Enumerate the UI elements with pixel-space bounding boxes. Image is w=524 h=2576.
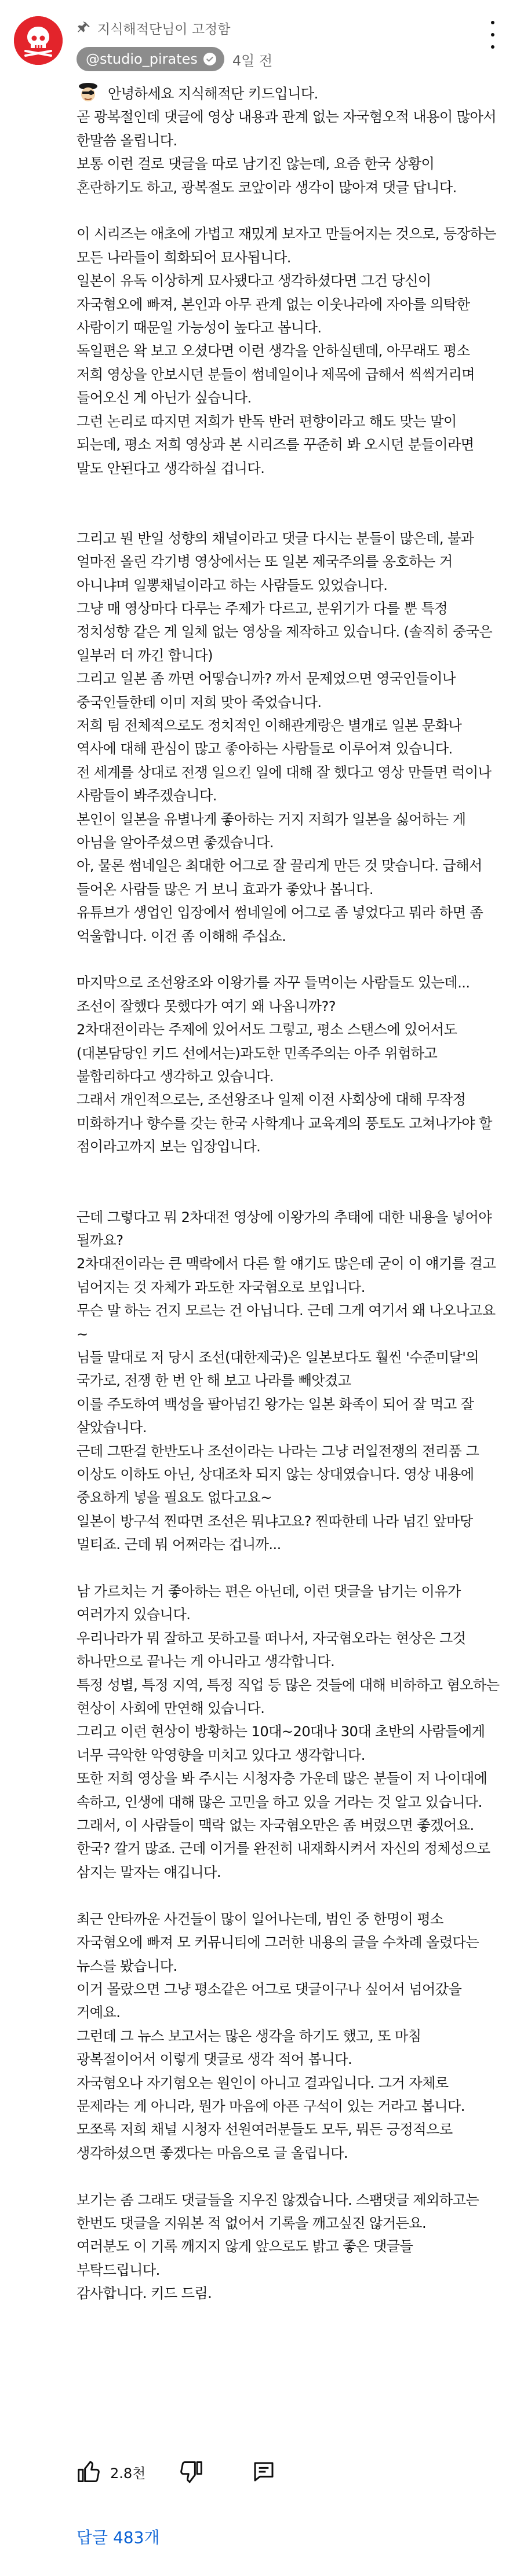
like-button[interactable] (77, 2459, 145, 2484)
comment-reply-icon (252, 2460, 275, 2483)
like-count: 2.8천 (110, 2465, 146, 2482)
comment-author-row (77, 46, 272, 72)
reply-button[interactable] (252, 2460, 275, 2483)
pinned-indicator (77, 17, 231, 38)
author-handle-chip[interactable] (77, 47, 224, 71)
comment-timestamp: 4일 전 (232, 52, 273, 69)
comment-greeting: 안녕하세요 지식해적단 키드입니다. (108, 86, 318, 102)
pirate-skull-avatar-icon (14, 16, 63, 65)
more-vert-icon[interactable] (485, 21, 501, 49)
dislike-button[interactable] (178, 2459, 203, 2484)
check-circle-icon (203, 53, 216, 65)
pinned-label: 지식해적단님이 고정함 (97, 21, 231, 37)
thumbs-up-icon (77, 2459, 102, 2484)
pin-icon (77, 20, 92, 35)
comment-text (77, 81, 500, 2306)
pirate-mascot-icon (77, 81, 100, 104)
author-handle: @studio_pirates (86, 51, 198, 67)
comment-body-text: 곧 광복절인데 댓글에 영상 내용과 관계 없는 자국혐오적 내용이 많아서 한말씀 올립니다. 보통 이런 걸로 댓글을 따로 남기진 않는데, 요즘 한국 상황이 혼란하기도 하고, 광복절도 코앞이라 생각이 많아져 댓글 답니다. 이 시리즈는 애초에 가볍고 재밌게 보자고 만들어지는 것으로, 등장하는 모든 나라들이 희화되어 묘사됩니다. 일본이 유독 이상하게 묘사됐다고 생각하셨다면 그건 당신이 자국혐오에 빠져, 본인과 아무 관계 없는 이웃나라에 자아를 의탁한 사람이기 때문일 가능성이 높다고 봅니다. 독일편은 왁 보고 오셨다면 이런 생각을 안하실텐데, 아무래도 평소 저희 영상을 안보시던 분들이 썸네일이나 제목에 급해서 씩씩거리며 들어오신 게 아닌가 싶습니다. 그런 논리로 따지면 저희가 반독 반러 편향이라고 해도 맞는 말이 되는데, 평소 저희 영상과 본 시리즈를 꾸준히 봐 오시던 분들이라면 말도 안된다고 생각하실 겁니다. 그리고 뭔 반일 성향의 채널이라고 댓글 다시는 분들이 많은데, 불과 얼마전 올린 각기병 영상에서는 또 일본 제국주의를 옹호하는 거 아니냐며 일뽕채널이라고 하는 사람들도 있었습니다. 그냥 매 영상마다 다루는 주제가 다르고, 분위기가 다를 뿐 특정 정치성향 같은 게 일체 없는 영상을 제작하고 있습니다. (솔직히 중국은 일부러 더 까긴 합니다) 그리고 일본 좀 까면 어떻습니까? 까서 문제었으면 영국인들이나 중국인들한테 이미 저희 맞아 죽었습니다. 저희 팀 전체적으로도 정치적인 이해관계랑은 별개로 일본 문화나 역사에 대해 관심이 많고 좋아하는 사람들로 이루어져 있습니다. 전 세계를 상대로 전쟁 일으킨 일에 대해 잘 했다고 영상 만들면 럭이나 사람들이 봐주겠습니다. 본인이 일본을 유별나게 좋아하는 거지 저희가 일본을 싫어하는 게 아님을 알아주셨으면 좋겠습니다. 아, 물론 썸네일은 최대한 어그로 잘 끌리게 만든 것 맞습니다. 급해서 들어온 사람들 많은 거 보니 효과가 좋았나 봅니다. 유튜브가 생업인 입장에서 썸네일에 어그로 좀 넣었다고 뭐라 하면 좀 억울합니다. 이건 좀 이해해 주십쇼. 마지막으로 조선왕조와 이왕가를 자꾸 들먹이는 사람들도 있는데... 조선이 잘했다 못했다가 여기 왜 나옵니까?? 2차대전이라는 주제에 있어서도 그렇고, 평소 스탠스에 있어서도 (대본담당인 키드 선에서는)과도한 민족주의는 아주 위험하고 불합리하다고 생각하고 있습니다. 그래서 개인적으로는, 조선왕조나 일제 이전 사회상에 대해 무작정 미화하거나 향수를 갖는 한국 사학계나 교육계의 풍토도 고쳐나가야 할 점이라고까지 보는 입장입니다. 근데 그렇다고 뭐 2차대전 영상에 이왕가의 추태에 대한 내용을 넣어야 될까요? 2차대전이라는 큰 맥락에서 다른 할 얘기도 많은데 굳이 이 얘기를 걸고 넘어지는 것 자체가 과도한 자국혐오로 보입니다. 무슨 말 하는 건지 모르는 건 아닙니다. 근데 그게 여기서 왜 나오나고요~ 님들 말대로 저 당시 조선(대한제국)은 일본보다도 훨씬 '수준미달'의 국가로, 전쟁 한 번 안 해 보고 나라를 빼앗겼고 이를 주도하여 백성을 팔아넘긴 왕가는 일본 화족이 되어 잘 먹고 잘 살았습니다. 근데 그딴걸 한반도나 조선이라는 나라는 그냥 러일전쟁의 전리품 그 이상도 이하도 아닌, 상대조차 되지 않는 상대였습니다. 영상 내용에 중요하게 넣을 필요도 없다고요~ 일본이 방구석 찐따면 조선은 뭐냐고요? 찐따한테 나라 넘긴 앞마당 멀티죠. 근데 뭐 어쩌라는 겁니까... 남 가르치는 거 좋아하는 편은 아닌데, 이런 댓글을 남기는 이유가 여러가지 있습니다. 우리나라가 뭐 잘하고 못하고를 떠나서, 자국혐오라는 현상은 그것 하나만으로 끝나는 게 아니라고 생각합니다. 특정 성별, 특정 지역, 특정 직업 등 많은 것들에 대해 비하하고 혐오하는 현상이 사회에 만연해 있습니다. 그리고 이런 현상이 방황하는 10대~20대나 30대 초반의 사람들에게 너무 극악한 악영향을 미치고 있다고 생각합니다. 또한 저희 영상을 봐 주시는 시청자층 가운데 많은 분들이 저 나이대에 속하고, 인생에 대해 많은 고민을 하고 있을 거라는 것 알고 있습니다. 그래서, 이 사람들이 맥락 없는 자국혐오만은 좀 버렸으면 좋겠어요. 한국? 깔거 많죠. 근데 이거를 완전히 내재화시켜서 자신의 정체성으로 삼지는 말자는 얘깁니다. 최근 안타까운 사건들이 많이 일어나는데, 범인 중 한명이 평소 자국혐오에 빠져 모 커뮤니티에 그러한 내용의 글을 수차례 올렸다는 뉴스를 봤습니다. 이거 몰랐으면 그냥 평소같은 어그로 댓글이구나 싶어서 넘어갔을 거예요. 그런데 그 뉴스 보고서는 많은 생각을 하기도 했고, 또 마침 광복절이어서 이렇게 댓글로 생각 적어 봅니다. 자국혐오나 자기혐오는 원인이 아니고 결과입니다. 그거 자체로 문제라는 게 아니라, 뭔가 마음에 아픈 구석이 있는 거라고 봅니다. 모쪼록 저희 채널 시청자 선원여러분들도 모두, 뭐든 긍정적으로 생각하셨으면 좋겠다는 마음으로 글 올립니다. 보기는 좀 그래도 댓글들을 지우진 않겠습니다. 스팸댓글 제외하고는 한번도 댓글을 지워본 적 없어서 기록을 깨고싶진 않거든요. 여러분도 이 기록 깨지지 않게 앞으로도 밝고 좋은 댓글들 부탁드립니다. 감사합니다. 키드 드림. (77, 109, 500, 2302)
channel-avatar[interactable] (14, 16, 63, 65)
view-replies-link[interactable]: 답글 483개 (77, 2528, 160, 2547)
thumbs-down-icon (178, 2459, 203, 2484)
comment-action-bar (77, 2456, 275, 2488)
